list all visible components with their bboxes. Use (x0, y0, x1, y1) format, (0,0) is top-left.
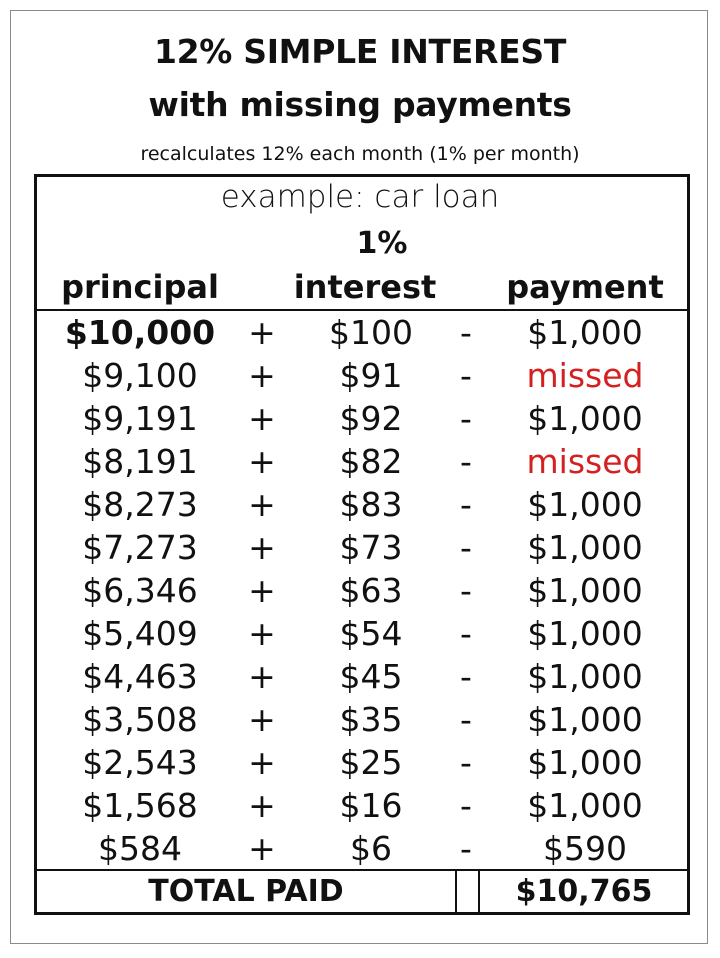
plus-sign: + (248, 614, 276, 653)
payment-cell: $1,000 (527, 786, 643, 825)
principal-cell: $9,191 (82, 399, 198, 438)
principal-cell: $2,543 (82, 743, 198, 782)
minus-sign: - (460, 786, 472, 825)
payment-cell: $1,000 (527, 528, 643, 567)
principal-cell: $8,273 (82, 485, 198, 524)
table-row (0, 655, 720, 698)
principal-cell: $8,191 (82, 442, 198, 481)
table-row (0, 526, 720, 569)
interest-cell: $91 (339, 356, 403, 395)
principal-cell: $4,463 (82, 657, 198, 696)
interest-cell: $54 (339, 614, 403, 653)
plus-sign: + (248, 743, 276, 782)
minus-sign: - (460, 700, 472, 739)
plus-sign: + (248, 786, 276, 825)
table-row (0, 440, 720, 483)
header-interest: interest (293, 268, 437, 306)
payment-cell: $1,000 (527, 399, 643, 438)
total-label: TOTAL PAID (148, 874, 344, 909)
plus-sign: + (248, 829, 276, 868)
table-row (0, 827, 720, 870)
payment-cell: $1,000 (527, 485, 643, 524)
payment-cell: $1,000 (527, 743, 643, 782)
interest-cell: $73 (339, 528, 403, 567)
payment-cell: missed (526, 442, 644, 481)
plus-sign: + (248, 399, 276, 438)
minus-sign: - (460, 485, 472, 524)
interest-cell: $25 (339, 743, 403, 782)
table-row (0, 612, 720, 655)
minus-sign: - (460, 528, 472, 567)
interest-rate-label: 1% (356, 226, 408, 261)
payment-cell: $590 (543, 829, 627, 868)
principal-cell: $1,568 (82, 786, 198, 825)
table-row (0, 569, 720, 612)
minus-sign: - (460, 743, 472, 782)
interest-cell: $100 (329, 313, 413, 352)
table-row (0, 483, 720, 526)
plus-sign: + (248, 485, 276, 524)
interest-cell: $83 (339, 485, 403, 524)
minus-sign: - (460, 829, 472, 868)
header-principal: principal (61, 268, 219, 306)
payment-cell: $1,000 (527, 614, 643, 653)
table-row (0, 397, 720, 440)
table-body (0, 311, 720, 870)
interest-cell: $63 (339, 571, 403, 610)
header-payment: payment (506, 268, 664, 306)
plus-sign: + (248, 657, 276, 696)
example-caption: example: car loan (220, 179, 500, 215)
payment-cell: $1,000 (527, 313, 643, 352)
page-title: 12% SIMPLE INTEREST (153, 32, 567, 71)
plus-sign: + (248, 700, 276, 739)
plus-sign: + (248, 356, 276, 395)
minus-sign: - (460, 657, 472, 696)
principal-cell: $7,273 (82, 528, 198, 567)
minus-sign: - (460, 614, 472, 653)
page-title-line2: with missing payments (148, 85, 572, 124)
minus-sign: - (460, 356, 472, 395)
payment-cell: $1,000 (527, 700, 643, 739)
principal-cell: $3,508 (82, 700, 198, 739)
table-row (0, 741, 720, 784)
principal-cell: $6,346 (82, 571, 198, 610)
principal-cell: $9,100 (82, 356, 198, 395)
plus-sign: + (248, 571, 276, 610)
interest-cell: $6 (350, 829, 392, 868)
minus-sign: - (460, 442, 472, 481)
interest-cell: $92 (339, 399, 403, 438)
plus-sign: + (248, 442, 276, 481)
payment-cell: $1,000 (527, 657, 643, 696)
interest-cell: $82 (339, 442, 403, 481)
table-row (0, 784, 720, 827)
principal-cell: $10,000 (64, 313, 216, 352)
minus-sign: - (460, 399, 472, 438)
minus-sign: - (460, 313, 472, 352)
total-separator-left (455, 871, 457, 913)
interest-cell: $16 (339, 786, 403, 825)
total-value: $10,765 (515, 874, 653, 909)
payment-cell: $1,000 (527, 571, 643, 610)
interest-cell: $45 (339, 657, 403, 696)
payment-cell: missed (526, 356, 644, 395)
principal-cell: $584 (98, 829, 182, 868)
table-row (0, 354, 720, 397)
table-row (0, 698, 720, 741)
subtitle: recalculates 12% each month (1% per month) (140, 143, 580, 165)
principal-cell: $5,409 (82, 614, 198, 653)
interest-cell: $35 (339, 700, 403, 739)
table-row (0, 311, 720, 354)
minus-sign: - (460, 571, 472, 610)
plus-sign: + (248, 528, 276, 567)
plus-sign: + (248, 313, 276, 352)
